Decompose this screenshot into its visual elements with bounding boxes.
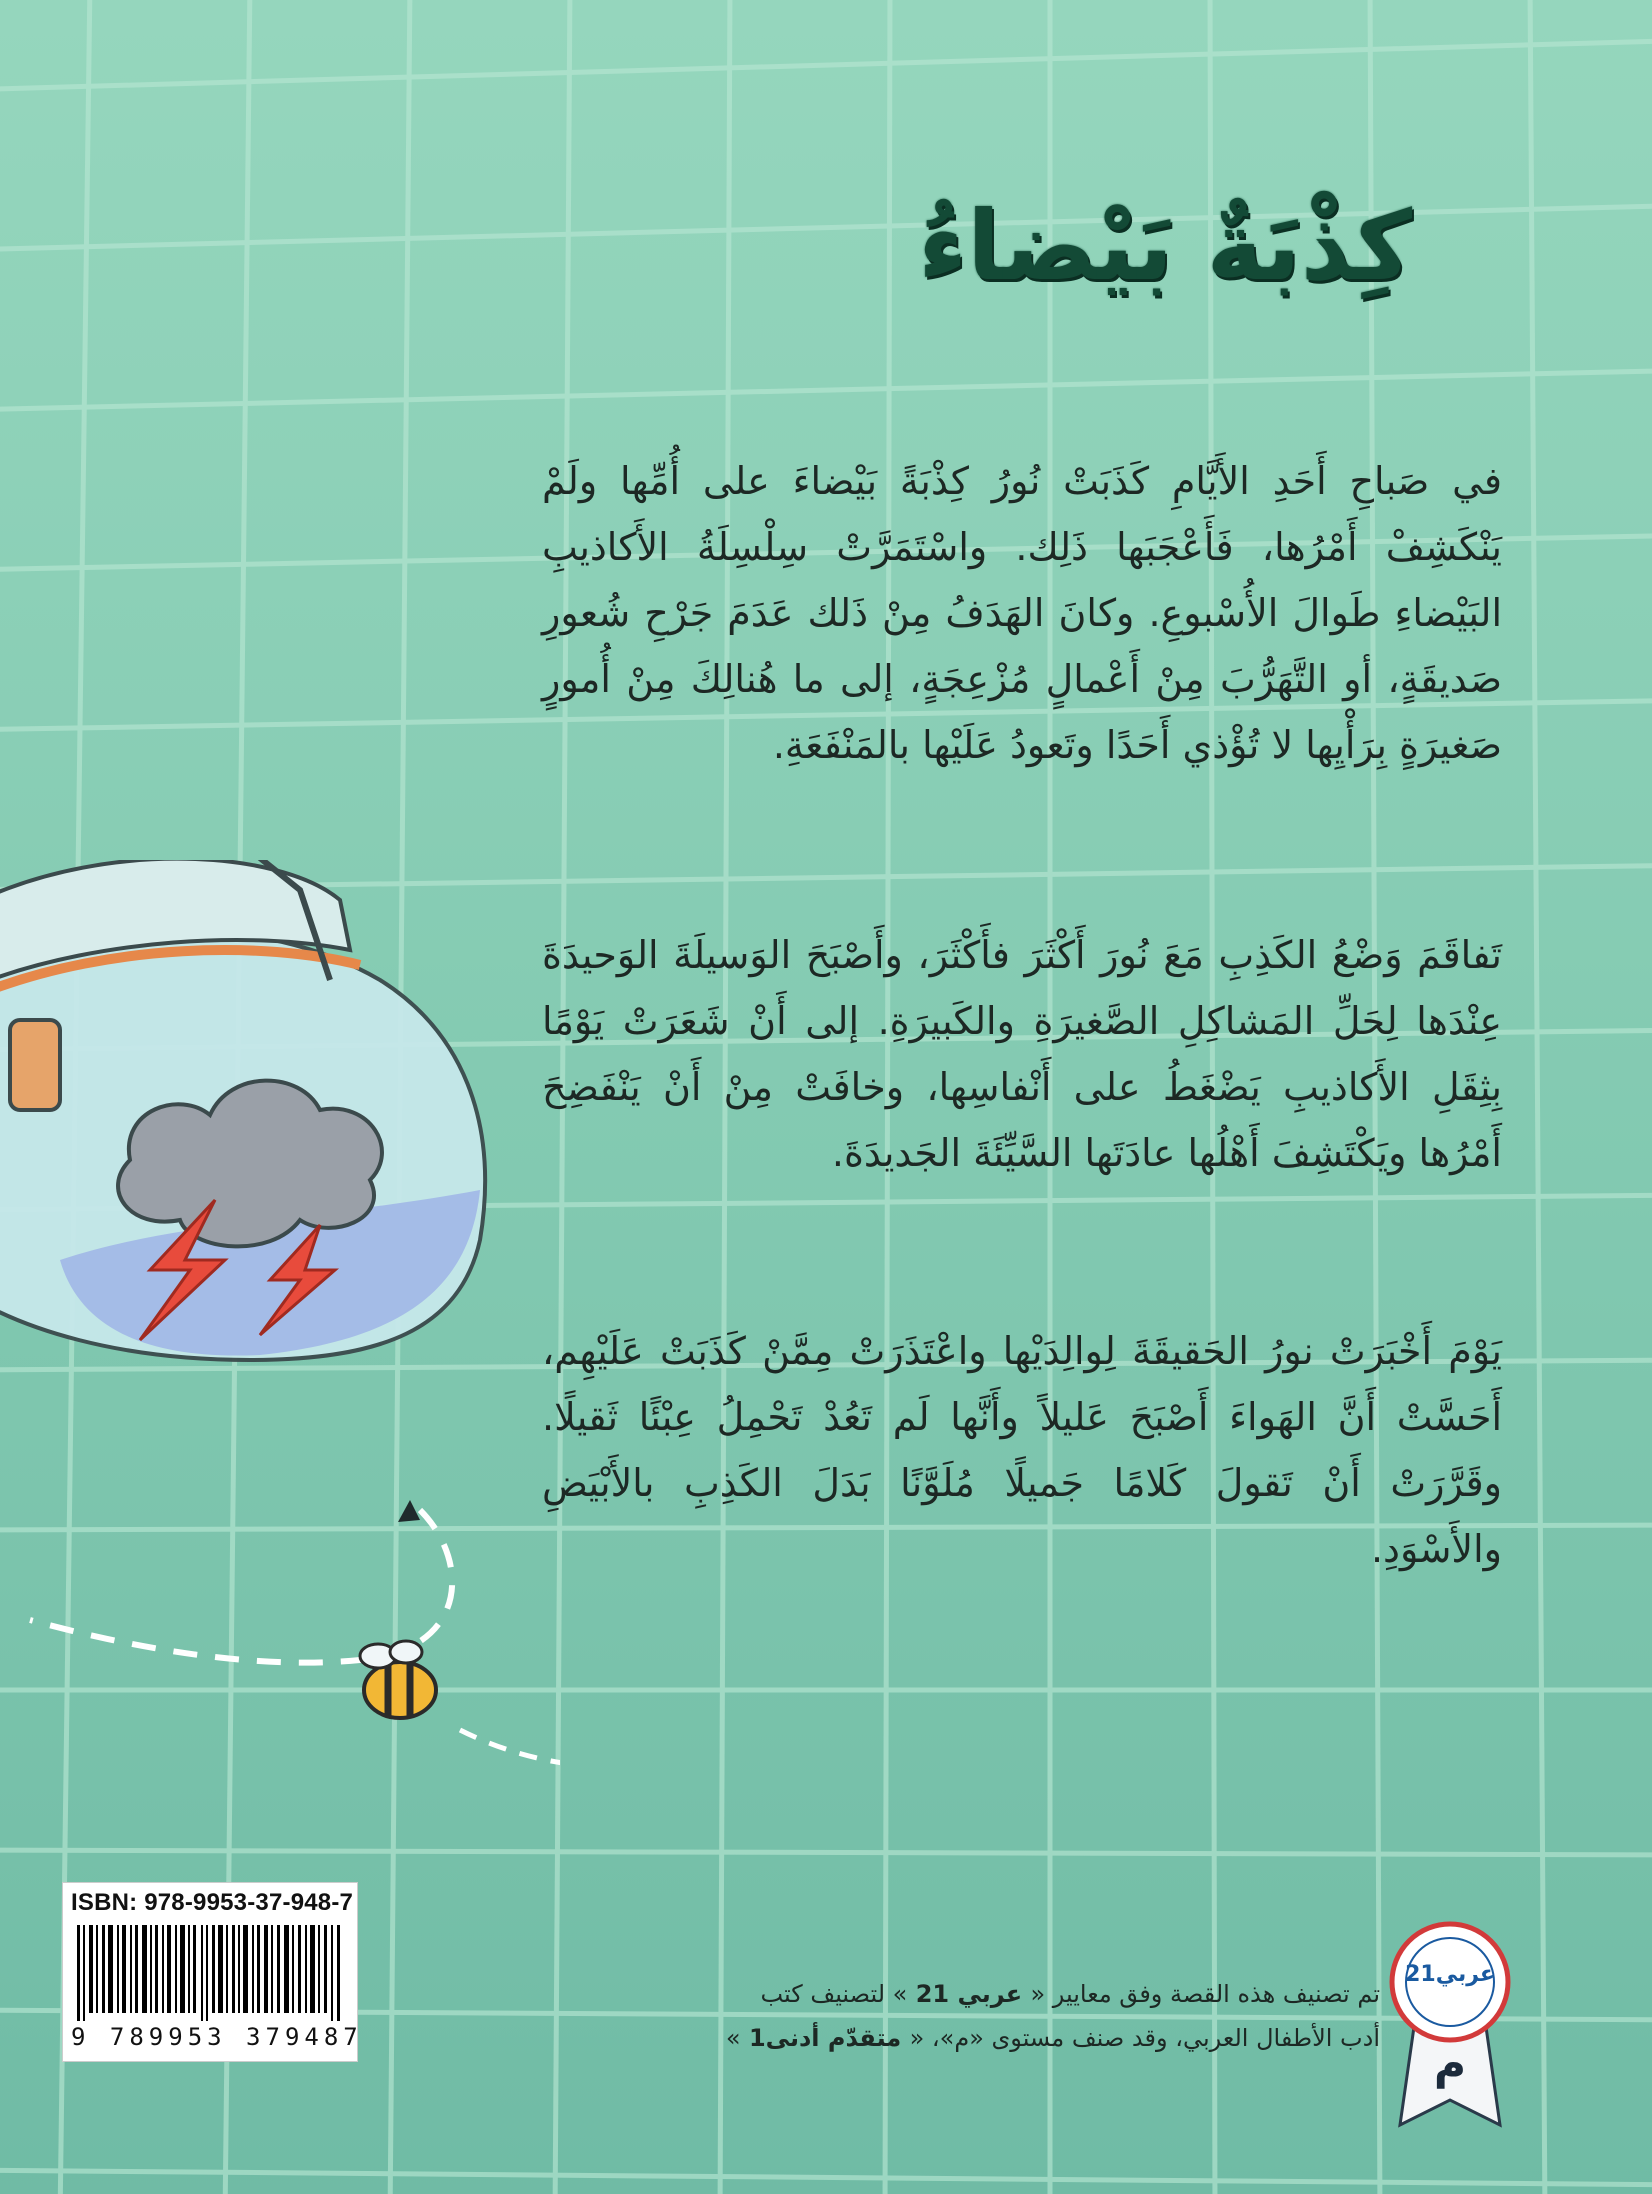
jar-illustration: [0, 860, 560, 1960]
classification-text: أدب الأطفال العربي، وقد صنف مستوى «م»، «: [909, 2024, 1380, 2052]
isbn-label: ISBN: 978-9953-37-948-7: [71, 1889, 354, 1916]
classification-level: متقدّم أدنى1: [740, 2024, 910, 2052]
classification-text: تم تصنيف هذه القصة وفق معايير «: [1030, 1980, 1380, 2008]
story-paragraph-1: في صَباحِ أَحَدِ الأَيَّامِ كَذَبَتْ نُورُ كِذْبَةً بَيْضاءَ على أُمِّها ولَمْ يَنْكَشِفْ أَمْرُها، فَأَعْجَبَها ذَلِك. واسْتَمَرَّتْ سِلْسِلَةُ الأَكاذيبِ البَيْضاءِ طَوالَ الأُسْبوعِ. وكانَ الهَدَفُ مِنْ ذَلك عَدَمَ جَرْحِ شُعورِ صَديقَةٍ، أو التَّهَرُّبَ مِنْ أَعْمالٍ مُزْعِجَةٍ، إلى ما هُنالِكَ مِنْ أُمورٍ صَغيرَةٍ بِرَأْيِها لا تُؤْذي أَحَدًا وتَعودُ عَلَيْها بالمَنْفَعَةِ.: [542, 459, 1502, 767]
level-badge-icon: [1380, 1920, 1520, 2130]
isbn-number: 9 789953 379487: [71, 2023, 363, 2051]
classification-note: [620, 1972, 1380, 2060]
classification-line-2: [620, 2016, 1380, 2060]
classification-text: » لتصنيف كتب: [760, 1980, 908, 2008]
book-title: كِذْبَةٌ بَيْضاءُ: [918, 190, 1412, 302]
badge-level-letter: م: [1433, 2038, 1467, 2089]
isbn-barcode-box: [62, 1882, 363, 2062]
badge-shape: [1380, 1920, 1520, 2130]
classification-line-1: [620, 1972, 1380, 2016]
badge-logo-text: عربي21: [1405, 1962, 1495, 1987]
classification-standard: عربي 21: [907, 1980, 1031, 2008]
story-paragraph-3: يَوْمَ أَخْبَرَتْ نورُ الحَقيقَةَ لِوالِدَيْها واعْتَذَرَتْ مِمَّنْ كَذَبَتْ عَلَيْهِم، أَحَسَّتْ أَنَّ الهَواءَ أَصْبَحَ عَليلاً وأَنَّها لَم تَعُدْ تَحْمِلُ عِبْئًا ثَقيلًا. وقَرَّرَتْ أَنْ تَقولَ كَلامًا جَميلًا مُلَوَّنًا بَدَلَ الكَذِبِ بالأَبْيَضِ والأَسْوَدِ.: [542, 1329, 1502, 1571]
classification-text: »: [725, 2024, 741, 2052]
barcode: [77, 1925, 343, 2021]
bee-icon: [360, 1641, 436, 1718]
story-paragraph-2: تَفاقَمَ وَضْعُ الكَذِبِ مَعَ نُورَ أَكْثَرَ فأَكْثَرَ، وأَصْبَحَ الوَسيلَةَ الوَحيدَةَ عِنْدَها لِحَلِّ المَشاكِلِ الصَّغيرَةِ والكَبيرَةِ. إلى أَنْ شَعَرَتْ يَوْمًا بِثِقَلِ الأَكاذيبِ يَضْغَطُ على أَنْفاسِها، وخافَتْ مِنْ أَنْ يَنْفَضِحَ أَمْرُها ويَكْتَشِفَ أَهْلُها عادَتَها السَّيِّئَةَ الجَديدَةَ.: [542, 933, 1502, 1175]
